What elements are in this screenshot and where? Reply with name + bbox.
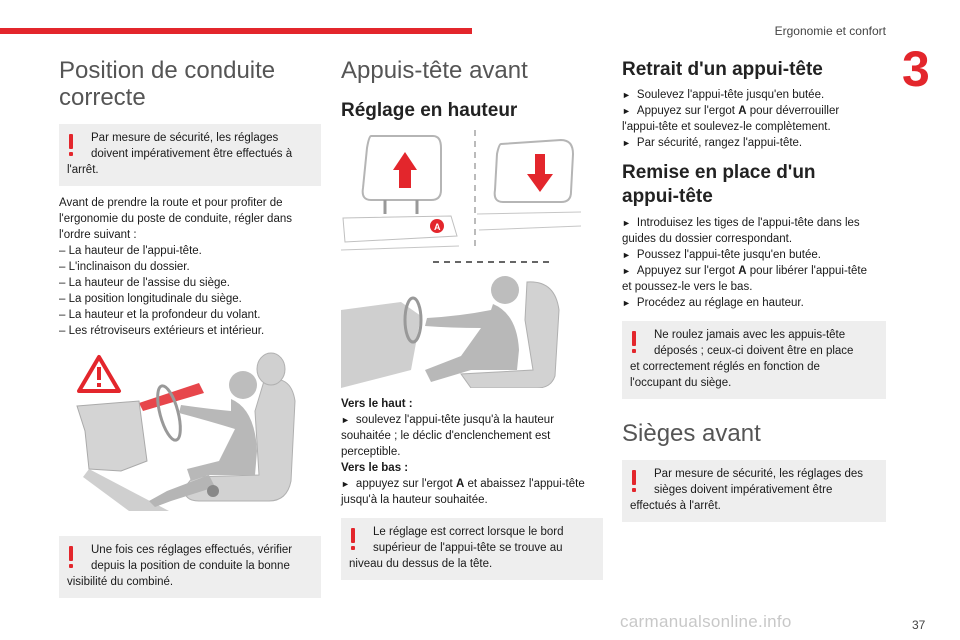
- bullet-arrow-icon: ►: [622, 298, 631, 308]
- column-headrests: [341, 54, 603, 580]
- driver-position-illustration: [59, 351, 321, 516]
- list-item: – La hauteur de l'assise du siège.: [59, 277, 230, 289]
- warning-exclamation-icon: [632, 470, 636, 492]
- warning-exclamation-icon: [69, 134, 73, 156]
- bullet-arrow-icon: ►: [622, 90, 631, 100]
- bullet-arrow-icon: ►: [622, 250, 631, 260]
- warning-exclamation-icon: [351, 528, 355, 550]
- header-accent-bar: [0, 28, 472, 34]
- list-item: – Les rétroviseurs extérieurs et intérieur.: [59, 325, 265, 337]
- list-item: – La hauteur de l'appui-tête.: [59, 245, 202, 257]
- section-header: Ergonomie et confort: [774, 24, 886, 38]
- list-item: – La position longitudinale du siège.: [59, 293, 242, 305]
- arrow-up-icon: [393, 152, 417, 188]
- column-headrest-removal: [622, 54, 886, 522]
- headrest-adjustment-illustration: [341, 130, 581, 388]
- bullet-arrow-icon: ►: [622, 218, 631, 228]
- safety-note: Par mesure de sécurité, les réglages des sièges doivent impérativement être effectués à l'arrêt.: [622, 460, 886, 522]
- subsection-title-removal: Retrait d'un appui-tête: [622, 59, 823, 80]
- safety-note: Le réglage est correct lorsque le bord supérieur de l'appui-tête se trouve au niveau du dessus de la tête.: [341, 518, 603, 580]
- subsection-title-height: Réglage en hauteur: [341, 100, 518, 121]
- safety-note: Une fois ces réglages effectués, vérifier depuis la position de conduite la bonne visibilité du combiné.: [59, 536, 321, 598]
- height-instructions: Vers le haut : ► soulevez l'appui-tête jusqu'à la hauteur souhaitée ; le déclic d'enclenchement est perceptible. Vers le bas : ► appuyez sur l'ergot A et abaissez l'appui-tête jusqu'à la hauteur souhaitée.: [341, 398, 585, 506]
- bullet-arrow-icon: ►: [622, 138, 631, 148]
- bullet-arrow-icon: ►: [622, 266, 631, 276]
- refit-steps: ► Introduisez les tiges de l'appui-tête dans les guides du dossier correspondant. ► Poussez l'appui-tête jusqu'en butée. ► Appuyez sur l'ergot A pour libérer l'appui-tête et poussez-le vers le bas. ► Procédez au réglage en hauteur.: [622, 217, 867, 309]
- section-title-headrests: Appuis-tête avant: [341, 57, 528, 84]
- safety-note: Ne roulez jamais avec les appuis-tête déposés ; ceux-ci doivent être en place et correctement réglés en fonction de l'occupant du siège.: [622, 321, 886, 399]
- lock-button-a-label: A: [434, 222, 441, 232]
- warning-exclamation-icon: [69, 546, 73, 568]
- chapter-number: 3: [902, 41, 930, 97]
- intro-paragraph: Avant de prendre la route et pour profiter de l'ergonomie du poste de conduite, régler dans l'ordre suivant : – La hauteur de l'appui-tête. – L'inclinaison du dossier. – La hauteur de l'assise du siège. – La position longitudinale du siège. – La hauteur et la profondeur du volant. – Les rétroviseurs extérieurs et intérieur.: [59, 195, 321, 339]
- watermark: carmanualsonline.info: [620, 612, 792, 631]
- section-title-driving-position: Position de conduite correcte: [59, 57, 276, 111]
- removal-steps: ► Soulevez l'appui-tête jusqu'en butée. ► Appuyez sur l'ergot A pour déverrouiller l'appui-tête et soulevez-le complètement. ► Par sécurité, rangez l'appui-tête.: [622, 89, 840, 149]
- warning-triangle-icon: [79, 357, 119, 391]
- section-title-front-seats: Sièges avant: [622, 420, 761, 447]
- list-item: – La hauteur et la profondeur du volant.: [59, 309, 261, 321]
- bullet-arrow-icon: ►: [341, 415, 350, 425]
- bullet-arrow-icon: ►: [341, 479, 350, 489]
- bullet-arrow-icon: ►: [622, 106, 631, 116]
- subsection-title-refit: Remise en place d'un appui-tête: [622, 162, 816, 207]
- safety-note: Par mesure de sécurité, les réglages doivent impérativement être effectués à l'arrêt.: [59, 124, 321, 186]
- column-driving-position: [59, 54, 321, 598]
- arrow-down-icon: [527, 154, 553, 192]
- list-item: – L'inclinaison du dossier.: [59, 261, 190, 273]
- page-number: 37: [912, 618, 926, 632]
- warning-exclamation-icon: [632, 331, 636, 353]
